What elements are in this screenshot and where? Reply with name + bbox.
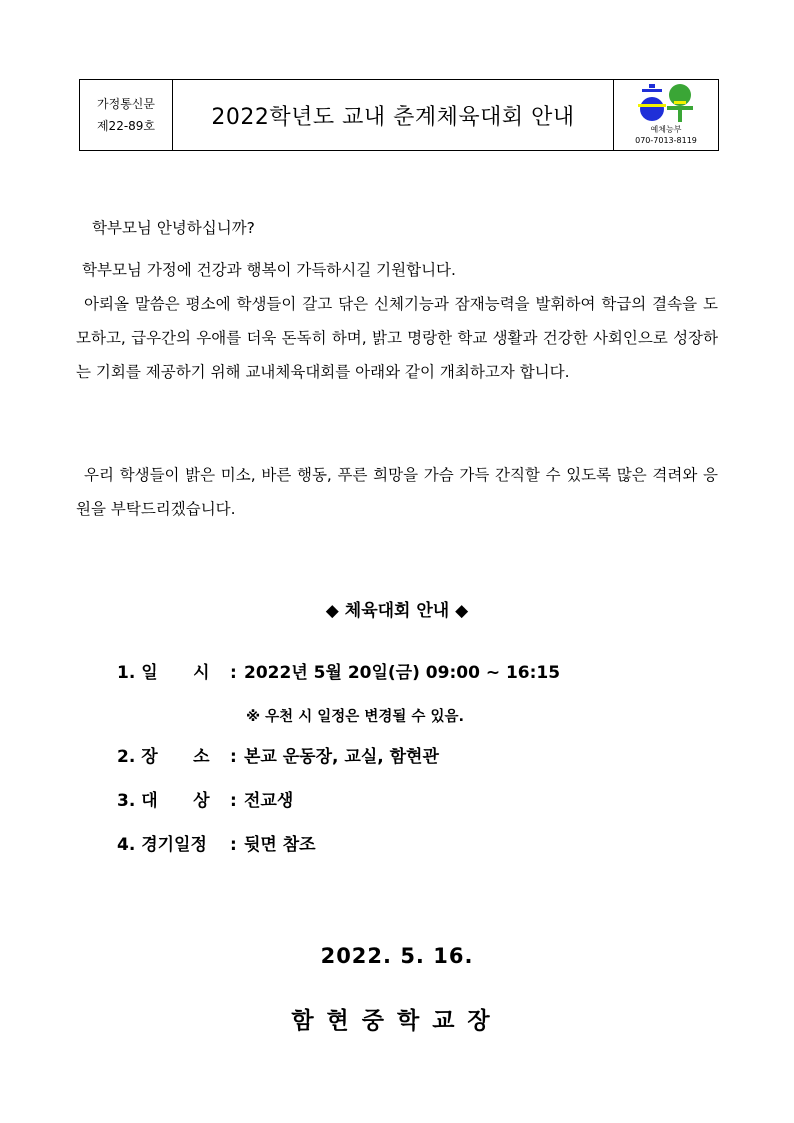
doc-info [80, 80, 173, 150]
item-datetime [117, 658, 560, 683]
item-colon: : [230, 835, 237, 855]
logo-phone: 070-7013-8119 [635, 136, 697, 145]
item-colon: : [230, 663, 237, 683]
item-place [117, 742, 439, 767]
logo-caption: 예체능부 [650, 125, 682, 134]
paragraph-2: 우리 학생들이 밝은 미소, 바른 행동, 푸른 희망을 가슴 가득 간직할 수 있도록 많은 격려와 응원을 부탁드리겠습니다. [76, 466, 718, 518]
department-logo [613, 80, 718, 150]
item-target [117, 786, 293, 811]
department-logo-icon [637, 82, 695, 124]
doc-number: 제22-89호 [96, 119, 156, 133]
item-schedule [117, 830, 316, 855]
item-colon: : [230, 747, 237, 767]
item-label: 2. 장 소 [117, 747, 210, 767]
item-value: 뒷면 참조 [244, 835, 316, 855]
signer: 함현중학교장 [291, 1008, 503, 1034]
doc-type: 가정통신문 [97, 97, 155, 111]
item-label: 4. 경기일정 [117, 835, 207, 855]
doc-title: 2022학년도 교내 춘계체육대회 안내 [211, 104, 575, 130]
item-label: 1. 일 시 [117, 663, 210, 683]
item-label: 3. 대 상 [117, 791, 210, 811]
item-value: 본교 운동장, 교실, 함현관 [244, 747, 439, 767]
greeting-line-2: 학부모님 가정에 건강과 행복이 가득하시길 기원합니다. [82, 261, 456, 279]
item-value: 전교생 [244, 791, 294, 811]
greeting-line-1: 학부모님 안녕하십니까? [92, 219, 255, 237]
item-colon: : [230, 791, 237, 811]
issue-date: 2022. 5. 16. [320, 944, 474, 968]
rain-note: ※ 우천 시 일정은 변경될 수 있음. [246, 709, 464, 725]
item-value: 2022년 5월 20일(금) 09:00 ~ 16:15 [244, 663, 561, 683]
header-box [79, 79, 719, 151]
paragraph-1: 아뢰올 말씀은 평소에 학생들이 갈고 닦은 신체기능과 잠재능력을 발휘하여 학급의 결속을 도모하고, 급우간의 우애를 더욱 돈독히 하며, 밝고 명랑한 학교 생활과 건강한 사회인으로 성장하는 기회를 제공하기 위해 교내체육대회를 아래와 같이 개최하고자 합니다. [76, 295, 718, 381]
section-title: ◆ 체육대회 안내 ◆ [325, 601, 469, 621]
